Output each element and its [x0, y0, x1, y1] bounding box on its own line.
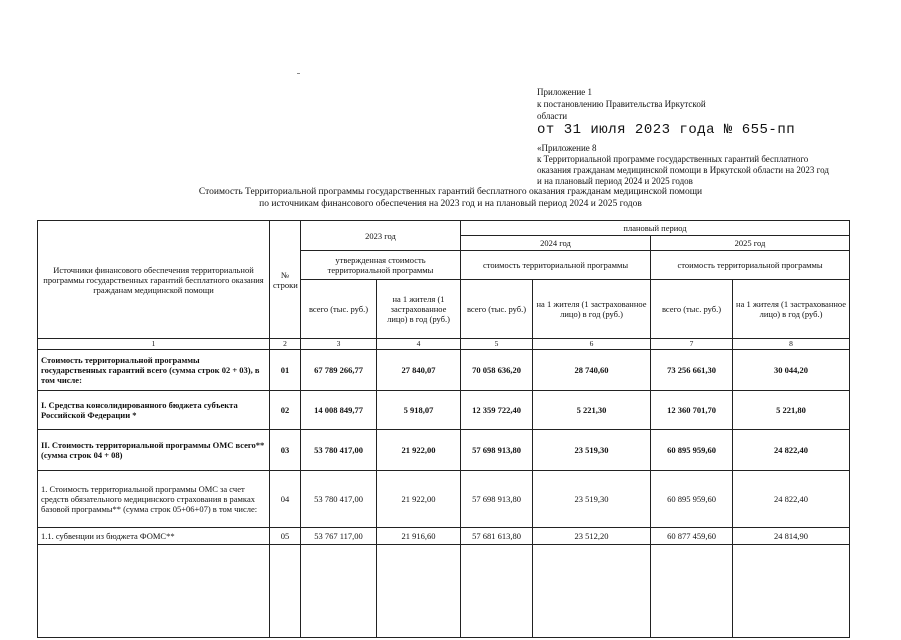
cell-total-2025: 12 360 701,70 — [651, 391, 733, 430]
cell-total-2024: 57 698 913,80 — [461, 430, 533, 471]
appendix-8-line3: оказания гражданам медицинской помощи в Иркутской области на 2023 год — [537, 165, 829, 175]
row-number: 02 — [270, 391, 301, 430]
cell-per-capita-2023: 5 918,07 — [377, 391, 461, 430]
header-total-2023: всего (тыс. руб.) — [301, 280, 377, 339]
empty-cell — [301, 545, 377, 638]
header-row-no: № строки — [270, 221, 301, 339]
header-per-capita-2025: на 1 жителя (1 застрахованное лицо) в год (руб.) — [733, 280, 850, 339]
cell-per-capita-2025: 24 822,40 — [733, 430, 850, 471]
cell-total-2023: 53 780 417,00 — [301, 471, 377, 528]
header-row-1 — [38, 221, 850, 236]
cell-per-capita-2024: 28 740,60 — [533, 350, 651, 391]
row-number: 01 — [270, 350, 301, 391]
cell-per-capita-2025: 24 822,40 — [733, 471, 850, 528]
col-number: 4 — [377, 339, 461, 350]
cell-per-capita-2025: 5 221,80 — [733, 391, 850, 430]
cell-total-2024: 70 058 636,20 — [461, 350, 533, 391]
col-number: 2 — [270, 339, 301, 350]
document-title — [0, 186, 901, 210]
col-number: 8 — [733, 339, 850, 350]
cell-total-2023: 14 008 849,77 — [301, 391, 377, 430]
cell-total-2025: 60 895 959,60 — [651, 430, 733, 471]
cell-total-2023: 53 780 417,00 — [301, 430, 377, 471]
header-source: Источники финансового обеспечения территориальной программы государственных гарантий бесплатного оказания гражданам медицинской помощи — [38, 221, 270, 339]
row-number: 04 — [270, 471, 301, 528]
row-name: I. Средства консолидированного бюджета субъекта Российской Федерации * — [38, 391, 270, 430]
col-number: 7 — [651, 339, 733, 350]
table-row — [38, 528, 850, 545]
cell-per-capita-2024: 5 221,30 — [533, 391, 651, 430]
document-title-line2: по источникам финансового обеспечения на 2023 год и на плановый период 2024 и 2025 годов — [259, 199, 642, 209]
table-row — [38, 350, 850, 391]
empty-cell — [533, 545, 651, 638]
column-number-row — [38, 339, 850, 350]
cell-per-capita-2024: 23 519,30 — [533, 430, 651, 471]
table-row — [38, 471, 850, 528]
col-number: 5 — [461, 339, 533, 350]
appendix-1-ref: к постановлению Правительства Иркутской — [537, 99, 706, 109]
cell-per-capita-2023: 21 922,00 — [377, 471, 461, 528]
cell-total-2024: 12 359 722,40 — [461, 391, 533, 430]
cell-total-2025: 60 895 959,60 — [651, 471, 733, 528]
header-per-capita-2023: на 1 жителя (1 застрахованное лицо) в год (руб.) — [377, 280, 461, 339]
empty-cell — [651, 545, 733, 638]
header-cost-2025: стоимость территориальной программы — [651, 251, 850, 280]
header-total-2025: всего (тыс. руб.) — [651, 280, 733, 339]
empty-cell — [377, 545, 461, 638]
cell-total-2025: 73 256 661,30 — [651, 350, 733, 391]
document-title-line1: Стоимость Территориальной программы государственных гарантий бесплатного оказания гражданам медицинской помощи — [198, 187, 703, 197]
header-total-2024: всего (тыс. руб.) — [461, 280, 533, 339]
col-number: 3 — [301, 339, 377, 350]
row-name: II. Стоимость территориальной программы ОМС всего** (сумма строк 04 + 08) — [38, 430, 270, 471]
appendix-8-line2: к Территориальной программе государственных гарантий бесплатного — [537, 154, 809, 164]
header-year-2023: 2023 год — [301, 221, 461, 251]
table-row — [38, 430, 850, 471]
table-row — [38, 391, 850, 430]
appendix-8-line4: и на плановый период 2024 и 2025 годов — [537, 176, 693, 186]
col-number: 1 — [38, 339, 270, 350]
cell-per-capita-2023: 27 840,07 — [377, 350, 461, 391]
row-number: 05 — [270, 528, 301, 545]
appendix-1-region: области — [537, 111, 568, 121]
cost-table — [37, 220, 850, 638]
cell-per-capita-2025: 30 044,20 — [733, 350, 850, 391]
empty-cell — [461, 545, 533, 638]
empty-cell — [733, 545, 850, 638]
header-per-capita-2024: на 1 жителя (1 застрахованное лицо) в год (руб.) — [533, 280, 651, 339]
table-row-continued — [38, 545, 850, 638]
appendix-1-title: Приложение 1 — [537, 87, 593, 97]
col-number: 6 — [533, 339, 651, 350]
header-planned-period: плановый период — [461, 221, 850, 236]
cell-total-2025: 60 877 459,60 — [651, 528, 733, 545]
cell-per-capita-2023: 21 916,60 — [377, 528, 461, 545]
row-name: Стоимость территориальной программы государственных гарантий всего (сумма строк 02 + 03), в том числе: — [38, 350, 270, 391]
empty-cell — [270, 545, 301, 638]
cell-total-2024: 57 681 613,80 — [461, 528, 533, 545]
appendix-1-block — [537, 86, 795, 144]
row-name: 1.1. субвенции из бюджета ФОМС** — [38, 528, 270, 545]
row-number: 03 — [270, 430, 301, 471]
cell-per-capita-2024: 23 519,30 — [533, 471, 651, 528]
cell-per-capita-2024: 23 512,20 — [533, 528, 651, 545]
scan-speck — [297, 73, 300, 74]
empty-cell — [38, 545, 270, 638]
cell-total-2023: 67 789 266,77 — [301, 350, 377, 391]
header-year-2025: 2025 год — [651, 236, 850, 251]
header-cost-2024: стоимость территориальной программы — [461, 251, 651, 280]
cell-total-2023: 53 767 117,00 — [301, 528, 377, 545]
cell-total-2024: 57 698 913,80 — [461, 471, 533, 528]
header-year-2024: 2024 год — [461, 236, 651, 251]
cell-per-capita-2025: 24 814,90 — [733, 528, 850, 545]
row-name: 1. Стоимость территориальной программы ОМС за счет средств обязательного медицинского страхования в рамках базовой программы** (сумма строк 05+06+07) в том числе: — [38, 471, 270, 528]
appendix-8-block — [537, 143, 829, 187]
header-approved-cost: утвержденная стоимость территориальной программы — [301, 251, 461, 280]
cell-per-capita-2023: 21 922,00 — [377, 430, 461, 471]
appendix-8-title: «Приложение 8 — [537, 143, 597, 153]
decree-date-stamp: от 31 июля 2023 года № 655-пп — [537, 122, 796, 138]
